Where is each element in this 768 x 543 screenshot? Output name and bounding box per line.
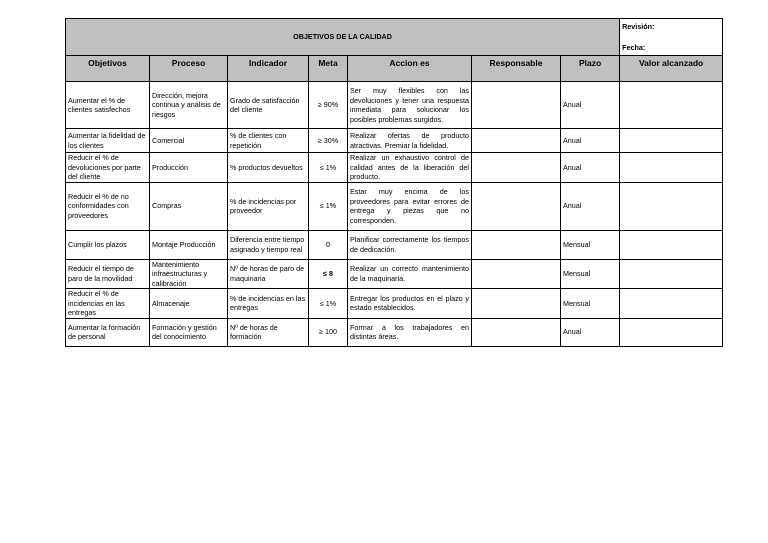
indicador-cell: % de clientes con repetición [228, 129, 309, 153]
responsable-cell [472, 289, 561, 319]
valor-alcanzado-cell [620, 230, 723, 259]
valor-alcanzado-cell [620, 82, 723, 129]
plazo-cell: Anual [561, 318, 620, 346]
table-row [66, 129, 723, 153]
meta-cell: ≤ 1% [309, 153, 348, 183]
proceso-cell: Producción [150, 153, 228, 183]
valor-alcanzado-cell [620, 318, 723, 346]
accion-cell: Formar a los trabajadores en distintas áreas. [348, 318, 472, 346]
meta-cell: ≥ 30% [309, 129, 348, 153]
objetivo-cell: Reducir el tiempo de paro de la movilidad [66, 259, 150, 289]
responsable-cell [472, 230, 561, 259]
indicador-cell: % productos devueltos [228, 153, 309, 183]
title-row [66, 19, 723, 56]
objetivo-cell: Reducir el % de devoluciones por parte del cliente [66, 153, 150, 183]
plazo-cell: Anual [561, 182, 620, 230]
quality-objectives-table [65, 18, 723, 347]
meta-cell: ≤ 1% [309, 182, 348, 230]
column-header-responsable: Responsable [472, 56, 561, 82]
meta-cell: ≤ 8 [309, 259, 348, 289]
table-row [66, 153, 723, 183]
revision-date-cell [620, 19, 723, 56]
column-header-indicador: Indicador [228, 56, 309, 82]
accion-cell: Entregar los productos en el plazo y estado establecidos. [348, 289, 472, 319]
table-row [66, 182, 723, 230]
plazo-cell: Mensual [561, 259, 620, 289]
proceso-cell: Almacenaje [150, 289, 228, 319]
valor-alcanzado-cell [620, 289, 723, 319]
meta-cell: 0 [309, 230, 348, 259]
column-header-valor-alcanzado: Valor alcanzado [620, 56, 723, 82]
responsable-cell [472, 259, 561, 289]
table-row [66, 289, 723, 319]
document-title: OBJETIVOS DE LA CALIDAD [66, 19, 620, 56]
proceso-cell: Compras [150, 182, 228, 230]
accion-cell: Ser muy flexibles con las devoluciones y tener una respuesta inmediata para solucionar los posibles problemas surgidos. [348, 82, 472, 129]
column-header-meta: Meta [309, 56, 348, 82]
indicador-cell: Nº de horas de formación [228, 318, 309, 346]
meta-cell: ≥ 100 [309, 318, 348, 346]
objetivo-cell: Aumentar el % de clientes satisfechos [66, 82, 150, 129]
plazo-cell: Anual [561, 153, 620, 183]
objetivo-cell: Cumplir los plazos [66, 230, 150, 259]
valor-alcanzado-cell [620, 129, 723, 153]
valor-alcanzado-cell [620, 259, 723, 289]
indicador-cell: Grado de satisfacción del cliente [228, 82, 309, 129]
column-header-acciones: Accion es [348, 56, 472, 82]
valor-alcanzado-cell [620, 153, 723, 183]
responsable-cell [472, 129, 561, 153]
indicador-cell: Nº de horas de paro de maquinaria [228, 259, 309, 289]
responsable-cell [472, 318, 561, 346]
column-header-plazo: Plazo [561, 56, 620, 82]
table-row [66, 318, 723, 346]
indicador-cell: % de incidencias en las entregas [228, 289, 309, 319]
revision-label: Revisión: [622, 22, 655, 31]
valor-alcanzado-cell [620, 182, 723, 230]
meta-cell: ≤ 1% [309, 289, 348, 319]
column-header-row [66, 56, 723, 82]
accion-cell: Realizar un exhaustivo control de calidad antes de la liberación del producto. [348, 153, 472, 183]
table-row [66, 230, 723, 259]
meta-cell: ≥ 90% [309, 82, 348, 129]
column-header-objetivos: Objetivos [66, 56, 150, 82]
accion-cell: Realizar un correcto mantenimiento de la maquinaria. [348, 259, 472, 289]
indicador-cell: Diferencia entre tiempo asignado y tiempo real [228, 230, 309, 259]
responsable-cell [472, 82, 561, 129]
proceso-cell: Mantenimiento infraestructuras y calibración [150, 259, 228, 289]
plazo-cell: Mensual [561, 289, 620, 319]
objetivo-cell: Aumentar la fidelidad de los clientes [66, 129, 150, 153]
accion-cell: Planificar correctamente los tiempos de dedicación. [348, 230, 472, 259]
column-header-proceso: Proceso [150, 56, 228, 82]
plazo-cell: Anual [561, 82, 620, 129]
accion-cell: Realizar ofertas de producto atractivas. Premiar la fidelidad. [348, 129, 472, 153]
objetivo-cell: Reducir el % de incidencias en las entregas [66, 289, 150, 319]
proceso-cell: Comercial [150, 129, 228, 153]
responsable-cell [472, 182, 561, 230]
table-row [66, 259, 723, 289]
proceso-cell: Dirección, mejora continua y análisis de riesgos [150, 82, 228, 129]
plazo-cell: Mensual [561, 230, 620, 259]
plazo-cell: Anual [561, 129, 620, 153]
accion-cell: Estar muy encima de los proveedores para evitar errores de entrega y piezas que no corresponden. [348, 182, 472, 230]
proceso-cell: Formación y gestión del conocimiento [150, 318, 228, 346]
fecha-label: Fecha: [622, 42, 646, 52]
responsable-cell [472, 153, 561, 183]
objetivo-cell: Aumentar la formación de personal [66, 318, 150, 346]
indicador-cell: % de incidencias por proveedor [228, 182, 309, 230]
table-row [66, 82, 723, 129]
objetivo-cell: Reducir el % de no conformidades con proveedores [66, 182, 150, 230]
proceso-cell: Montaje Producción [150, 230, 228, 259]
